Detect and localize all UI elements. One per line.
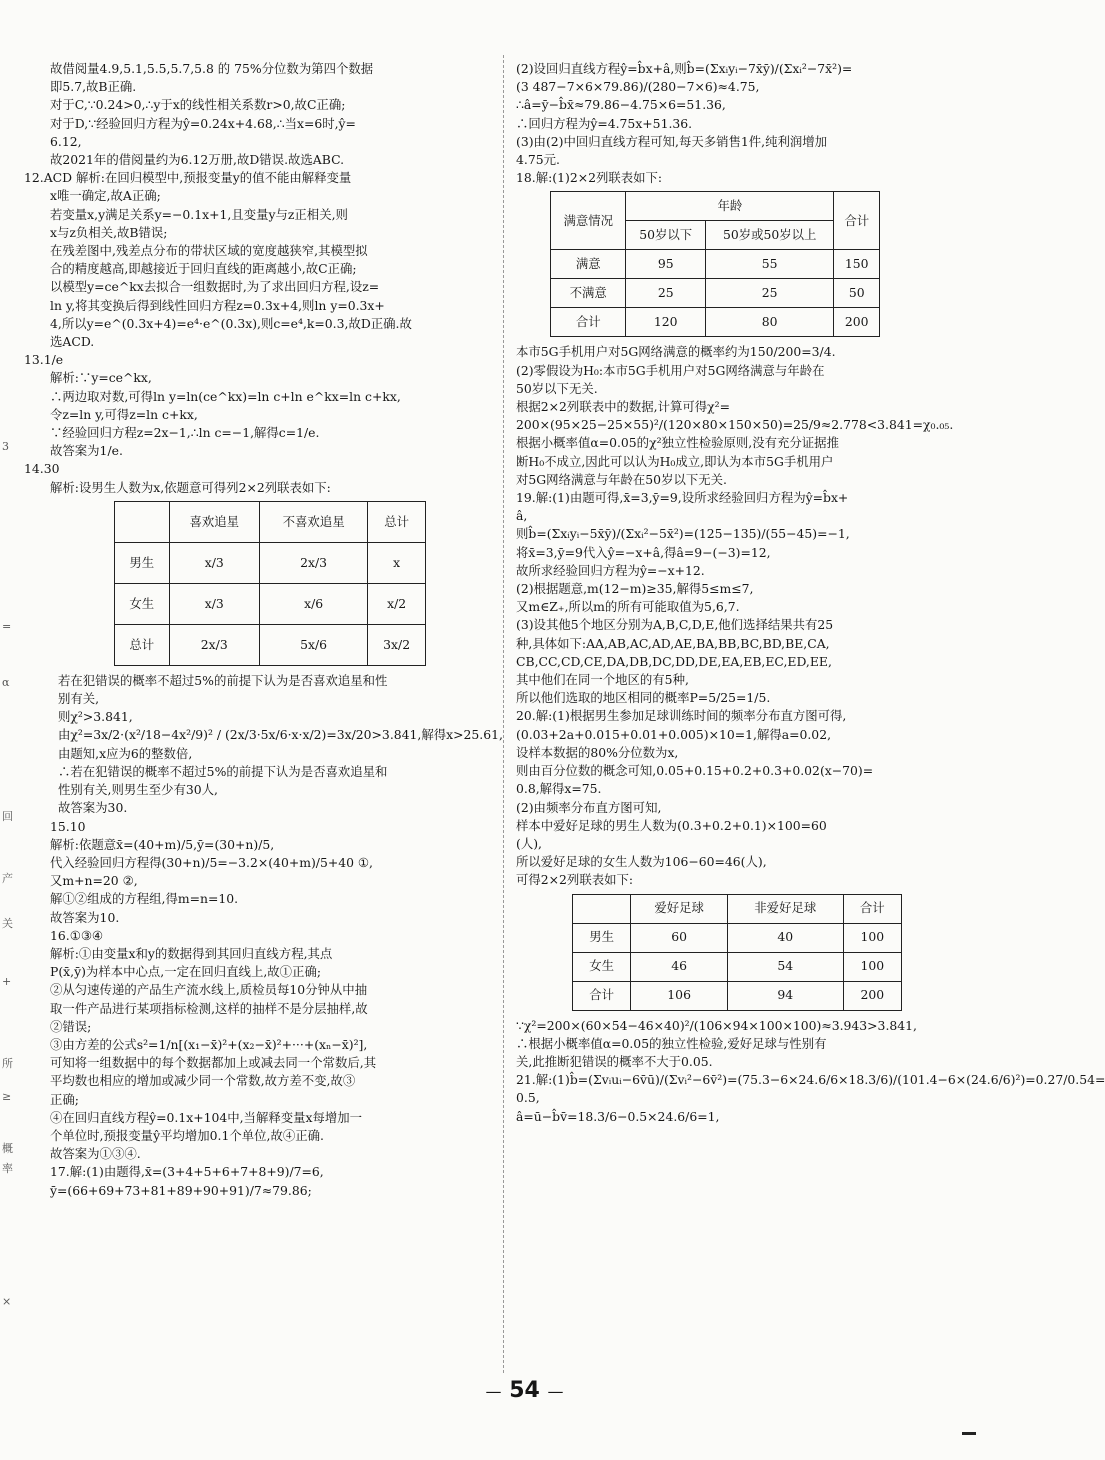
text-line: 20.解:(1)根据男生参加足球训练时间的频率分布直方图可得, xyxy=(516,708,847,724)
edge-glyph: 关 xyxy=(2,917,13,930)
table-14-like-celebrities xyxy=(114,501,426,666)
table-cell: 不满意 xyxy=(551,279,626,308)
table-cell: 年龄 xyxy=(626,192,834,221)
text-line: 6.12, xyxy=(50,133,82,149)
right-text-block-1 xyxy=(516,60,984,187)
text-line: 14.30 xyxy=(24,461,60,477)
text-line: 则b̂=(Σxᵢyᵢ−5x̄ȳ)/(Σxᵢ²−5x̄²)=(125−135)/(55−45)=−1, xyxy=(516,526,850,542)
text-line: 性别有关,则男生至少有30人, xyxy=(58,782,218,798)
table-cell: x/2 xyxy=(368,583,426,624)
text-line: 故借阅量4.9,5.1,5.5,5.7,5.8 的 75%分位数为第四个数据 xyxy=(50,61,374,76)
table-cell: 95 xyxy=(626,250,706,279)
text-line: 令z=ln y,可得z=ln c+kx, xyxy=(50,406,198,422)
text-line: 以模型y=ce^kx去拟合一组数据时,为了求出回归方程,设z= xyxy=(50,279,380,295)
text-line: 种,具体如下:AA,AB,AC,AD,AE,BA,BB,BC,BD,BE,CA, xyxy=(516,635,830,651)
text-line: 对于D,∵经验回归方程为ŷ=0.24x+4.68,∴当x=6时,ŷ= xyxy=(50,115,356,131)
table-row xyxy=(115,624,426,665)
text-line: P(x̄,ȳ)为样本中心点,一定在回归直线上,故①正确; xyxy=(50,964,322,980)
right-column xyxy=(516,60,1105,1126)
edge-glyph: 回 xyxy=(2,810,13,823)
table-cell: 200 xyxy=(834,308,880,337)
text-line: 15.10 xyxy=(50,818,86,834)
table-cell: 40 xyxy=(727,923,843,952)
text-line: 解析:①由变量x和y的数据得到其回归直线方程,其点 xyxy=(50,945,333,961)
text-line: 若变量x,y满足关系y=−0.1x+1,且变量y与z正相关,则 xyxy=(50,206,348,222)
table-cell: 男生 xyxy=(573,923,631,952)
text-line: 样本中爱好足球的男生人数为(0.3+0.2+0.1)×100=60 xyxy=(516,817,827,833)
table-cell: 合计 xyxy=(573,981,631,1010)
table-cell xyxy=(115,501,170,542)
edge-glyph: 3 xyxy=(2,440,9,453)
text-line: ∵χ²=200×(60×54−46×40)²/(106×94×100×100)≈3.943>3.841, xyxy=(516,1017,917,1033)
text-line: 本市5G手机用户对5G网络满意的概率约为150/200=3/4. xyxy=(516,344,836,360)
table-cell: 2x/3 xyxy=(169,624,259,665)
text-line: 16.①③④ xyxy=(50,927,104,943)
text-line: 代入经验回归方程得(30+n)/5=−3.2×(40+m)/5+40 ①, xyxy=(50,854,373,870)
text-line: (2)设回归直线方程ŷ=b̂x+â,则b̂=(Σxᵢyᵢ−7x̄ȳ)/(Σxᵢ²−7x̄²)= xyxy=(516,61,853,76)
edge-glyph: + xyxy=(2,975,12,988)
text-line: 设样本数据的80%分位数为x, xyxy=(516,744,679,760)
text-line: 所以爱好足球的女生人数为106−60=46(人), xyxy=(516,854,767,870)
table-cell: 3x/2 xyxy=(368,624,426,665)
edge-glyph: × xyxy=(2,1295,12,1308)
table-cell: 合计 xyxy=(551,308,626,337)
table-header-row xyxy=(115,501,426,542)
text-line: 故答案为①③④. xyxy=(50,1146,141,1162)
left-column xyxy=(24,60,503,1200)
table-cell: 女生 xyxy=(573,952,631,981)
text-line: 12.ACD 解析:在回归模型中,预报变量y的值不能由解释变量 xyxy=(24,170,352,186)
table-cell: 总计 xyxy=(368,501,426,542)
text-line: ∴两边取对数,可得ln y=ln(ce^kx)=ln c+ln e^kx=ln c+kx, xyxy=(50,388,401,404)
text-line: 4.75元. xyxy=(516,152,560,168)
text-line: 对5G网络满意与年龄在50岁以下无关. xyxy=(516,471,727,487)
edge-glyph: = xyxy=(2,620,12,633)
text-line: 解析:设男生人数为x,依题意可得列2×2列联表如下: xyxy=(50,479,331,495)
text-line: (2)零假设为H₀:本市5G手机用户对5G网络满意与年龄在 xyxy=(516,362,825,378)
text-line: 正确; xyxy=(50,1091,79,1107)
table-cell: 男生 xyxy=(115,542,170,583)
table-cell: 100 xyxy=(843,952,901,981)
text-line: 合的精度越高,即越接近于回归直线的距离越小,故C正确; xyxy=(50,261,357,277)
text-line: 50岁以下无关. xyxy=(516,380,598,396)
table-cell: 满意情况 xyxy=(551,192,626,250)
edge-glyph: 概 xyxy=(2,1142,13,1155)
table-cell: 25 xyxy=(626,279,706,308)
table-cell: 94 xyxy=(727,981,843,1010)
text-line: 可得2×2列联表如下: xyxy=(516,872,634,888)
table-cell: 200 xyxy=(843,981,901,1010)
text-line: 故答案为10. xyxy=(50,909,120,925)
text-line: 所以他们选取的地区相同的概率P=5/25=1/5. xyxy=(516,690,771,706)
table-header-row xyxy=(573,894,902,923)
right-text-block-3 xyxy=(516,1017,1105,1126)
table-cell: 50 xyxy=(834,279,880,308)
table-row xyxy=(551,308,880,337)
text-line: 21.解:(1)b̂=(Σvᵢuᵢ−6v̄ū)/(Σvᵢ²−6v̄²)=(75.3−6×24.6/6×18.3/6)/(101.4−6×(24.6/6)²)=0.27/0.54= xyxy=(516,1072,1105,1088)
text-line: (3)设其他5个地区分别为A,B,C,D,E,他们选择结果共有25 xyxy=(516,617,834,633)
table-cell: 120 xyxy=(626,308,706,337)
table-cell: 合计 xyxy=(834,192,880,250)
text-line: 18.解:(1)2×2列联表如下: xyxy=(516,170,663,186)
table-cell: 150 xyxy=(834,250,880,279)
text-line: 对于C,∵0.24>0,∴y于x的线性相关系数r>0,故C正确; xyxy=(50,97,346,113)
text-line: ②从匀速传递的产品生产流水线上,质检员每10分钟从中抽 xyxy=(50,982,368,998)
table-cell: 喜欢追星 xyxy=(169,501,259,542)
table-cell: 50岁以下 xyxy=(626,221,706,250)
edge-glyph: α xyxy=(2,676,10,689)
text-line: â=ū−b̂v̄=18.3/6−0.5×24.6/6=1, xyxy=(516,1108,720,1124)
table-row xyxy=(573,981,902,1010)
text-line: (人), xyxy=(516,835,542,851)
text-line: ∴若在犯错误的概率不超过5%的前提下认为是否喜欢追星和 xyxy=(58,763,388,779)
table-cell: 爱好足球 xyxy=(631,894,728,923)
table-cell: 满意 xyxy=(551,250,626,279)
table-cell: x/3 xyxy=(169,583,259,624)
table-cell: 女生 xyxy=(115,583,170,624)
text-line: 又m∈Z₊,所以m的所有可能取值为5,6,7. xyxy=(516,599,740,615)
text-line: ∵经验回归方程z=2x−1,∴ln c=−1,解得c=1/e. xyxy=(50,425,320,441)
text-line: 又m+n=20 ②, xyxy=(50,873,138,889)
text-line: 解析:∵y=ce^kx, xyxy=(50,370,152,386)
right-text-block-2 xyxy=(516,343,984,889)
text-line: ȳ=(66+69+73+81+89+90+91)/7≈79.86; xyxy=(50,1182,312,1198)
text-line: 0.5, xyxy=(516,1090,540,1106)
text-line: 故答案为1/e. xyxy=(50,443,123,459)
left-text-block-1 xyxy=(24,60,494,497)
text-line: x与z负相关,故B错误; xyxy=(50,224,168,240)
text-line: (2)由频率分布直方图可知, xyxy=(516,799,662,815)
binding-edge-marks xyxy=(0,0,16,1460)
text-line: 选ACD. xyxy=(50,334,95,350)
text-line: x唯一确定,故A正确; xyxy=(50,188,161,204)
text-line: 个单位时,预报变量ŷ平均增加0.1个单位,故④正确. xyxy=(50,1127,324,1143)
page-number-value: 54 xyxy=(509,1378,540,1403)
table-row xyxy=(115,583,426,624)
table-cell: 106 xyxy=(631,981,728,1010)
table-row xyxy=(115,542,426,583)
table-cell: 60 xyxy=(631,923,728,952)
text-line: 解①②组成的方程组,得m=n=10. xyxy=(50,891,239,907)
text-line: 别有关, xyxy=(58,691,100,707)
column-divider xyxy=(503,55,504,1373)
text-line: ∴根据小概率值α=0.05的独立性检验,爱好足球与性别有 xyxy=(516,1035,827,1051)
text-line: 故所求经验回归方程为ŷ=−x+12. xyxy=(516,562,705,578)
text-line: 关,此推断犯错误的概率不大于0.05. xyxy=(516,1053,713,1069)
table-cell: 54 xyxy=(727,952,843,981)
table-cell xyxy=(573,894,631,923)
text-line: (2)根据题意,m(12−m)≥35,解得5≤m≤7, xyxy=(516,581,754,597)
table-cell: 非爱好足球 xyxy=(727,894,843,923)
text-line: 平均数也相应的增加或减少同一个常数,故方差不变,故③ xyxy=(50,1073,356,1089)
table-cell: x/3 xyxy=(169,542,259,583)
text-line: 故答案为30. xyxy=(58,800,128,816)
text-line: ∴回归方程为ŷ=4.75x+51.36. xyxy=(516,115,693,131)
text-line: ③由方差的公式s²=1/n[(x₁−x̄)²+(x₂−x̄)²+···+(xₙ−x̄)²], xyxy=(50,1036,368,1052)
text-line: 200×(95×25−25×55)²/(120×80×150×50)=25/9≈2.778<3.841=χ₀.₀₅. xyxy=(516,417,954,433)
text-line: (3 487−7×6×79.86)/(280−7×6)≈4.75, xyxy=(516,79,760,95)
edge-glyph: 所 xyxy=(2,1057,13,1070)
text-line: 将x̄=3,ȳ=9代入ŷ=−x+â,得â=9−(−3)=12, xyxy=(516,544,771,560)
table-row xyxy=(573,923,902,952)
text-line: 则由百分位数的概念可知,0.05+0.15+0.2+0.3+0.02(x−70)= xyxy=(516,763,874,779)
table-cell: x xyxy=(368,542,426,583)
table-cell: x/6 xyxy=(259,583,367,624)
text-line: ④在回归直线方程ŷ=0.1x+104中,当解释变量x每增加一 xyxy=(50,1109,363,1125)
table-cell: 2x/3 xyxy=(259,542,367,583)
edge-glyph: 率 xyxy=(2,1162,13,1175)
table-row xyxy=(573,952,902,981)
text-line: 解析:依题意x̄=(40+m)/5,ȳ=(30+n)/5, xyxy=(50,836,275,852)
table-cell: 25 xyxy=(705,279,833,308)
edge-glyph: 产 xyxy=(2,872,13,885)
edge-glyph: ≥ xyxy=(2,1090,12,1103)
left-text-block-2 xyxy=(24,672,503,1200)
page-number: — 54 — xyxy=(485,1378,564,1403)
table-cell: 5x/6 xyxy=(259,624,367,665)
text-line: 由χ²=3x/2·(x²/18−4x²/9)² / (2x/3·5x/6·x·x/2)=3x/20>3.841,解得x>25.61, xyxy=(58,727,503,743)
text-line: 故2021年的借阅量约为6.12万册,故D错误.故选ABC. xyxy=(50,152,345,168)
text-line: (0.03+2a+0.015+0.01+0.005)×10=1,解得a=0.02, xyxy=(516,726,832,742)
text-line: 可知将一组数据中的每个数据都加上或减去同一个常数后,其 xyxy=(50,1055,377,1071)
text-line: CB,CC,CD,CE,DA,DB,DC,DD,DE,EA,EB,EC,ED,EE, xyxy=(516,653,832,669)
table-cell: 不喜欢追星 xyxy=(259,501,367,542)
text-line: 根据2×2列联表中的数据,计算可得χ²= xyxy=(516,399,731,415)
table-cell: 总计 xyxy=(115,624,170,665)
text-line: 在残差图中,残差点分布的带状区域的宽度越狭窄,其模型拟 xyxy=(50,243,368,259)
table-row xyxy=(551,250,880,279)
text-line: 则χ²>3.841, xyxy=(58,709,133,725)
text-line: ln y,将其变换后得到线性回归方程z=0.3x+4,则ln y=0.3x+ xyxy=(50,297,385,313)
text-line: 其中他们在同一个地区的有5种, xyxy=(516,672,689,688)
text-line: 0.8,解得x=75. xyxy=(516,781,602,797)
table-20-football xyxy=(572,894,902,1011)
text-line: 13.1/e xyxy=(24,352,64,368)
table-cell: 100 xyxy=(843,923,901,952)
table-cell: 46 xyxy=(631,952,728,981)
text-line: ②错误; xyxy=(50,1018,92,1034)
table-cell: 80 xyxy=(705,308,833,337)
table-cell: 合计 xyxy=(843,894,901,923)
text-line: 取一件产品进行某项指标检测,这样的抽样不是分层抽样,故 xyxy=(50,1000,368,1016)
text-line: 若在犯错误的概率不超过5%的前提下认为是否喜欢追星和性 xyxy=(58,672,388,688)
corner-mark xyxy=(962,1432,976,1435)
text-line: ∴â=ȳ−b̂x̄≈79.86−4.75×6=51.36, xyxy=(516,97,726,113)
text-line: 17.解:(1)由题得,x̄=(3+4+5+6+7+8+9)/7=6, xyxy=(50,1164,324,1180)
table-header-row xyxy=(551,192,880,221)
text-line: 根据小概率值α=0.05的χ²独立性检验原则,没有充分证据推 xyxy=(516,435,839,451)
text-line: â, xyxy=(516,508,528,524)
table-18-satisfaction xyxy=(550,191,880,337)
table-row xyxy=(551,279,880,308)
table-cell: 50岁或50岁以上 xyxy=(705,221,833,250)
text-line: 即5.7,故B正确. xyxy=(50,79,137,95)
text-line: 断H₀不成立,因此可以认为H₀成立,即认为本市5G手机用户 xyxy=(516,453,834,469)
text-line: 4,所以y=e^(0.3x+4)=e⁴·e^(0.3x),则c=e⁴,k=0.3,故D正确.故 xyxy=(50,315,412,331)
text-line: 由题知,x应为6的整数倍, xyxy=(58,745,193,761)
text-line: 19.解:(1)由题可得,x̄=3,ȳ=9,设所求经验回归方程为ŷ=b̂x+ xyxy=(516,490,849,506)
table-cell: 55 xyxy=(705,250,833,279)
text-line: (3)由(2)中回归直线方程可知,每天多销售1件,纯利润增加 xyxy=(516,133,828,149)
